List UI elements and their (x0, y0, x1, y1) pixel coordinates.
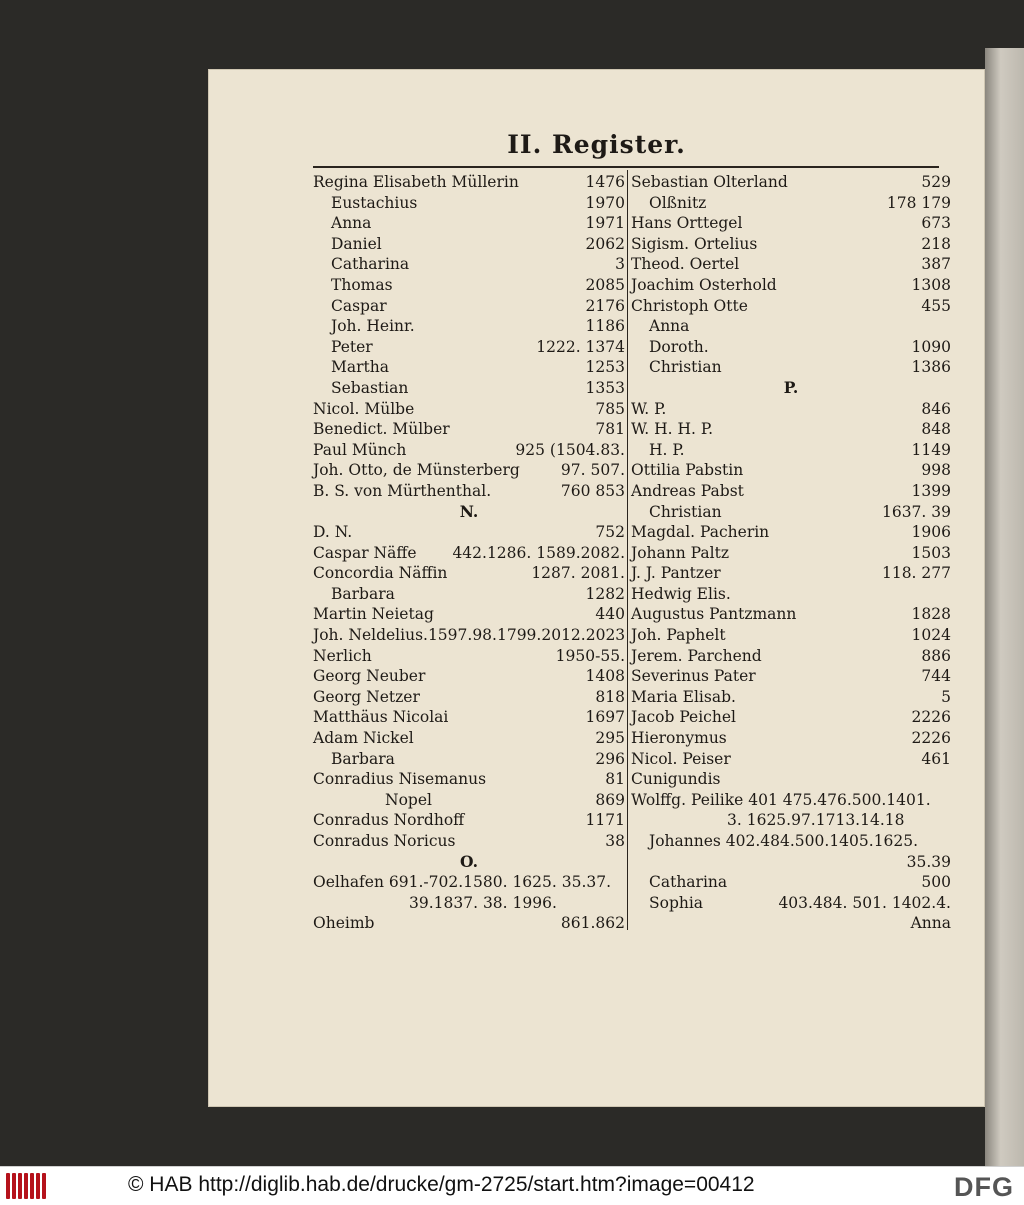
entry-name: Conradius Nisemanus (313, 770, 487, 789)
entry-name: Joh. Paphelt (631, 626, 726, 645)
index-entry (631, 213, 951, 234)
index-entry (313, 749, 625, 770)
entry-name: Wolffg. Peilike 401 475.476.500.1401. (631, 790, 931, 809)
entry-pages: 218 (921, 234, 951, 253)
entry-name: Jacob Peichel (631, 708, 736, 727)
index-entry (313, 707, 625, 728)
entry-name: W. H. H. P. (631, 420, 714, 439)
section-heading (313, 502, 625, 523)
entry-name: Hieronymus (631, 729, 727, 748)
entry-name: Paul Münch (313, 440, 407, 459)
entry-pages: 744 (921, 667, 951, 686)
entry-name: Oheimb (313, 914, 375, 933)
entry-pages: 1399 (911, 481, 951, 500)
entry-pages: 925 (1504.83. (515, 440, 625, 459)
entry-name: Oelhafen 691.-702.1580. 1625. 35.37. (313, 873, 612, 892)
index-entry (313, 728, 625, 749)
entry-pages: 38 (605, 832, 625, 850)
entry-name: Theod. Oertel (631, 255, 740, 274)
entry-name: Nicol. Peiser (631, 749, 731, 768)
column-divider (627, 170, 628, 930)
entry-pages: 35.39 (906, 852, 951, 871)
entry-pages: 529 (921, 173, 951, 191)
right-index-column (631, 172, 951, 934)
entry-name: Hans Orttegel (631, 214, 743, 233)
index-entry (313, 234, 625, 255)
entry-name: Anna (331, 214, 372, 233)
entry-name: Catharina (649, 873, 728, 892)
entry-name: Joh. Heinr. (331, 317, 415, 336)
entry-name: Jerem. Parchend (631, 646, 762, 665)
entry-name: Ottilia Pabstin (631, 461, 744, 480)
index-entry (631, 913, 951, 934)
entry-name: Sebastian (331, 378, 409, 397)
entry-name: Hedwig Elis. (631, 584, 731, 603)
entry-name: J. J. Pantzer (631, 564, 721, 583)
entry-name: Daniel (331, 234, 382, 253)
entry-name: 3. 1625.97.1713.14.18 (727, 811, 905, 830)
entry-pages: 1476 (585, 173, 625, 191)
section-letter: P. (783, 377, 799, 397)
index-entry (313, 296, 625, 317)
entry-pages: 5 (941, 687, 951, 706)
entry-pages: 1308 (911, 275, 951, 294)
entry-name: Martin Neietag (313, 605, 434, 624)
entry-pages: 998 (921, 461, 951, 480)
entry-pages: 2085 (585, 275, 625, 294)
entry-pages: 1282 (585, 584, 625, 603)
entry-pages: 848 (921, 420, 951, 439)
entry-name: Barbara (331, 749, 395, 768)
entry-name: 39.1837. 38. 1996. (409, 893, 557, 912)
entry-name: Conradus Noricus (313, 832, 456, 850)
entry-pages: 861.862 (560, 914, 625, 933)
index-entry (631, 810, 951, 831)
entry-name: Johann Paltz (631, 543, 729, 562)
entry-pages: 1171 (585, 811, 625, 830)
index-entry (631, 296, 951, 317)
entry-pages: 1287. 2081. (531, 564, 625, 583)
index-entry (631, 687, 951, 708)
entry-pages: 1090 (911, 337, 951, 356)
index-entry (313, 172, 625, 193)
entry-name: Concordia Näffin (313, 564, 448, 583)
entry-name: Nopel (385, 790, 432, 809)
entry-pages: 500 (921, 873, 951, 892)
index-entry (313, 604, 625, 625)
entry-pages: 2062 (585, 234, 625, 253)
index-entry (631, 790, 951, 811)
entry-name: Christian (649, 358, 722, 377)
entry-pages: 295 (595, 729, 625, 748)
entry-pages: 1637. 39 (881, 502, 951, 521)
left-index-column (313, 172, 625, 934)
index-entry (631, 481, 951, 502)
index-entry (631, 707, 951, 728)
page-title: II. Register. (507, 130, 686, 159)
entry-pages: 2226 (911, 729, 951, 748)
entry-pages: 869 (595, 790, 625, 809)
header-rule (313, 166, 939, 168)
entry-name: Caspar Näffe (313, 543, 417, 562)
index-entry (631, 522, 951, 543)
entry-name: H. P. (649, 440, 685, 459)
index-entry (313, 543, 625, 564)
entry-pages: 1253 (585, 358, 625, 377)
entry-pages: 1503 (911, 543, 951, 562)
entry-name: Christian (649, 502, 722, 521)
entry-pages: 818 (595, 687, 625, 706)
index-entry (631, 625, 951, 646)
entry-pages: 97. 507. (560, 461, 625, 480)
index-entry (313, 646, 625, 667)
index-entry (631, 460, 951, 481)
entry-pages: 1906 (911, 523, 951, 542)
entry-name: Severinus Pater (631, 667, 756, 686)
index-entry (631, 502, 951, 523)
index-entry (631, 893, 951, 914)
index-entry (313, 563, 625, 584)
footer-copyright-link[interactable]: © HAB http://diglib.hab.de/drucke/gm-2725/start.htm?image=00412 (128, 1173, 755, 1196)
index-entry (313, 316, 625, 337)
entry-name: Cunigundis (631, 770, 721, 789)
index-entry (313, 254, 625, 275)
document-page (209, 70, 984, 1106)
entry-name: Catharina (331, 255, 410, 274)
entry-name: Eustachius (331, 193, 418, 212)
entry-pages: Anna (910, 914, 951, 933)
index-entry (313, 337, 625, 358)
entry-name: Georg Netzer (313, 687, 420, 706)
entry-pages: 178 179 (886, 193, 951, 212)
section-heading (631, 378, 951, 399)
next-page-edge (985, 48, 1024, 1166)
index-entry (631, 543, 951, 564)
entry-name: Sophia (649, 893, 704, 912)
entry-name: Conradus Nordhoff (313, 811, 465, 830)
index-entry (631, 337, 951, 358)
entry-name: Doroth. (649, 337, 709, 356)
entry-name: Andreas Pabst (631, 481, 744, 500)
entry-pages: 1950-55. (555, 646, 625, 665)
entry-name: B. S. von Mürthenthal. (313, 481, 492, 500)
entry-name: Sigism. Ortelius (631, 234, 758, 253)
entry-pages: 1408 (585, 667, 625, 686)
entry-name: Sebastian Olterland (631, 173, 788, 191)
entry-name: Caspar (331, 296, 387, 315)
index-entry (631, 584, 951, 605)
entry-pages: 2176 (585, 296, 625, 315)
entry-pages: 442.1286. 1589.2082. (452, 543, 625, 562)
entry-name: Thomas (331, 275, 393, 294)
index-entry (313, 584, 625, 605)
entry-name: Olßnitz (649, 193, 707, 212)
index-entry (631, 234, 951, 255)
index-entry (631, 316, 951, 337)
entry-pages: 886 (921, 646, 951, 665)
index-entry (313, 913, 625, 934)
index-entry (313, 357, 625, 378)
index-entry (631, 254, 951, 275)
entry-name: D. N. (313, 523, 353, 542)
entry-name: Joh. Otto, de Münsterberg (313, 461, 520, 480)
entry-pages: 118. 277 (881, 564, 951, 583)
index-entry (313, 625, 625, 646)
entry-name: Joachim Osterhold (631, 275, 777, 294)
index-entry (631, 275, 951, 296)
index-entry (313, 275, 625, 296)
index-entry (313, 193, 625, 214)
index-entry (313, 419, 625, 440)
entry-pages: 403.484. 501. 1402.4. (778, 893, 951, 912)
entry-pages: 1697 (585, 708, 625, 727)
index-entry (631, 769, 951, 790)
entry-name: Georg Neuber (313, 667, 426, 686)
entry-name: Peter (331, 337, 373, 356)
index-entry (631, 399, 951, 420)
entry-pages: 1970 (585, 193, 625, 212)
entry-pages: 81 (605, 770, 625, 789)
entry-name: Johannes 402.484.500.1405.1625. (649, 832, 919, 850)
index-entry (313, 687, 625, 708)
entry-pages: 387 (921, 255, 951, 274)
index-entry (631, 419, 951, 440)
entry-name: Barbara (331, 584, 395, 603)
index-entry (631, 728, 951, 749)
entry-name: Joh. Neldelius.1597.98.1799.2012.2023 (313, 626, 626, 645)
entry-pages: 1971 (585, 214, 625, 233)
entry-name: Adam Nickel (313, 729, 414, 748)
index-entry (313, 790, 625, 811)
entry-name: Christoph Otte (631, 296, 748, 315)
entry-pages: 1149 (911, 440, 951, 459)
index-entry (631, 852, 951, 873)
index-entry (631, 831, 951, 852)
entry-name: Regina Elisabeth Müllerin (313, 173, 519, 191)
entry-name: Nerlich (313, 646, 372, 665)
index-entry (631, 172, 951, 193)
entry-name: Magdal. Pacherin (631, 523, 770, 542)
entry-pages: 1186 (585, 317, 625, 336)
index-entry (313, 213, 625, 234)
entry-name: W. P. (631, 399, 667, 418)
entry-pages: 752 (595, 523, 625, 542)
entry-pages: 1828 (911, 605, 951, 624)
index-entry (313, 522, 625, 543)
hab-barcode-logo-icon[interactable] (6, 1173, 46, 1199)
index-entry (313, 440, 625, 461)
entry-pages: 760 853 (560, 481, 625, 500)
index-entry (631, 749, 951, 770)
entry-pages: 1353 (585, 378, 625, 397)
entry-name: Benedict. Mülber (313, 420, 450, 439)
index-entry (631, 872, 951, 893)
section-letter: N. (459, 501, 479, 521)
index-entry (313, 481, 625, 502)
entry-name: Anna (649, 317, 690, 336)
entry-pages: 785 (595, 399, 625, 418)
index-entry (631, 563, 951, 584)
index-entry (631, 604, 951, 625)
entry-name: Augustus Pantzmann (631, 605, 797, 624)
entry-pages: 455 (921, 296, 951, 315)
index-entry (313, 399, 625, 420)
index-entry (631, 666, 951, 687)
entry-name: Nicol. Mülbe (313, 399, 415, 418)
index-entry (313, 810, 625, 831)
entry-pages: 2226 (911, 708, 951, 727)
index-entry (313, 831, 625, 852)
index-entry (313, 666, 625, 687)
index-entry (313, 872, 625, 893)
entry-pages: 1222. 1374 (536, 337, 625, 356)
index-entry (631, 646, 951, 667)
index-entry (631, 440, 951, 461)
index-entry (313, 460, 625, 481)
index-entry (631, 357, 951, 378)
entry-name: Martha (331, 358, 389, 377)
entry-pages: 1024 (911, 626, 951, 645)
dfg-logo[interactable]: DFG (954, 1172, 1014, 1202)
entry-pages: 781 (595, 420, 625, 439)
entry-name: Maria Elisab. (631, 687, 736, 706)
index-entry (313, 378, 625, 399)
entry-pages: 846 (921, 399, 951, 418)
entry-pages: 673 (921, 214, 951, 233)
entry-pages: 296 (595, 749, 625, 768)
index-entry (313, 893, 625, 914)
section-letter: O. (460, 851, 478, 871)
footer-bar (0, 1166, 1024, 1205)
entry-name: Matthäus Nicolai (313, 708, 449, 727)
entry-pages: 440 (595, 605, 625, 624)
entry-pages: 3 (615, 255, 625, 274)
entry-pages: 461 (921, 749, 951, 768)
section-heading (313, 852, 625, 873)
entry-pages: 1386 (911, 358, 951, 377)
index-entry (631, 193, 951, 214)
index-entry (313, 769, 625, 790)
